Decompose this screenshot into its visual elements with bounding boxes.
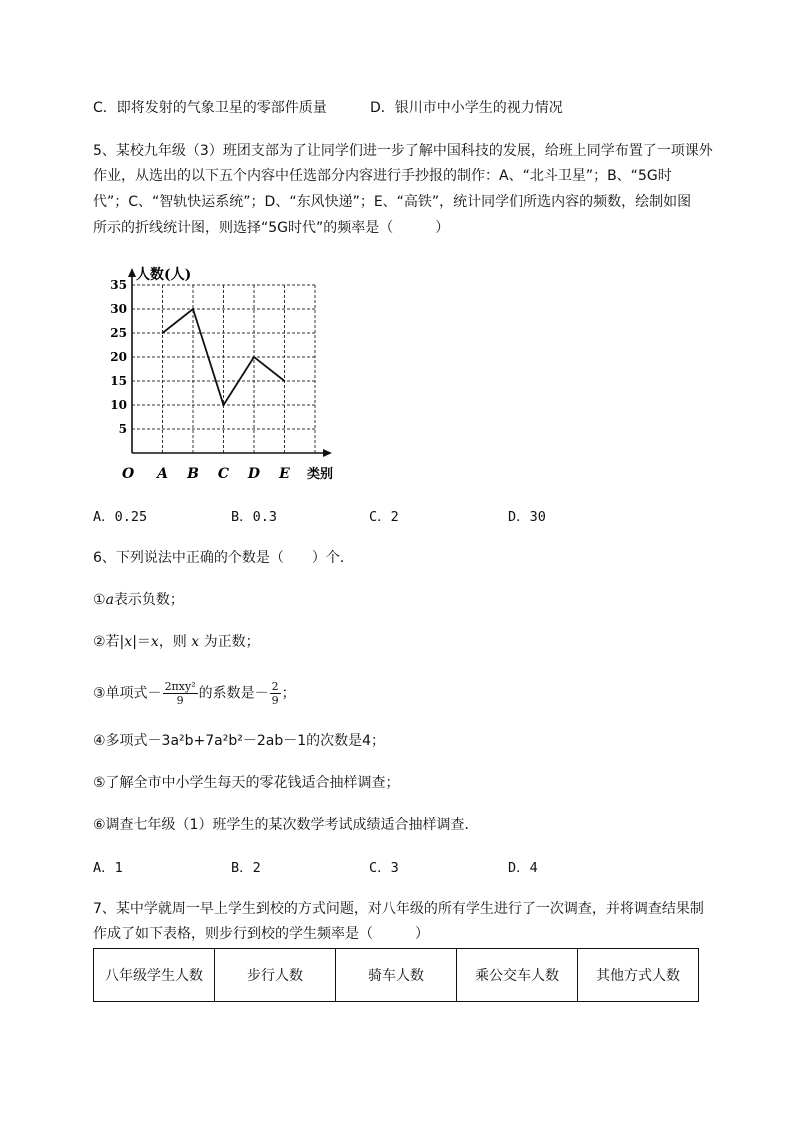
table-header-row [94,949,699,1002]
q6-s1-var: a [105,592,114,608]
q6-s2-mid2: ，则 [158,634,192,650]
q6-statement-1 [93,590,184,610]
q6-option-b: B．2 [231,860,261,876]
q6-s3-fraction2 [270,680,281,707]
survey-table [93,948,699,1002]
q6-s1-text: 表示负数； [113,592,184,608]
q6-s2-var3: x [191,634,200,650]
table-header-cell: 乘公交车人数 [457,949,578,1002]
q5-text-line3: 代”；C、“智轨快运系统”；D、“东风快递”；E、“高铁”，统计同学们所选内容的频数，绘制如图 [93,194,692,210]
y-tick-label: 25 [110,326,127,340]
table-header-cell: 骑车人数 [336,949,457,1002]
line-chart [110,265,350,480]
q6-statement-2 [93,632,260,652]
q5-option-d: D．30 [508,509,546,525]
x-axis-arrow [323,449,332,457]
x-tick-label: A [157,466,168,482]
y-axis-arrow [128,268,136,277]
q6-s1-num: ① [93,592,106,608]
q6-s3-numerator2: 2 [271,680,279,693]
q7-text-line1: 7、某中学就周一早上学生到校的方式问题，对八年级的所有学生进行了一次调查，并将调查结果制 [93,901,704,917]
q6-s2-pre: ②若| [93,634,125,650]
q6-s2-var2: x [150,634,159,650]
chart-grid [132,285,315,453]
q5-text-line1: 5、某校九年级（3）班团支部为了让同学们进一步了解中国科技的发展，给班上同学布置了一项课外 [93,143,713,159]
option-d-prev: D．银川市中小学生的视力情况 [370,100,563,116]
q5-option-b: B．0.3 [231,509,278,525]
q6-statement-6: ⑥调查七年级（1）班学生的某次数学考试成绩适合抽样调查． [93,817,479,833]
q6-s3-mid: 的系数是－ [198,685,269,702]
x-axis-label: 类别 [307,467,334,482]
q5-text-line4: 所示的折线统计图，则选择“5G时代”的频率是（ ） [93,220,450,236]
table-header-cell: 八年级学生人数 [94,949,215,1002]
q7-text-line2: 作成了如下表格，则步行到校的学生频率是（ ） [93,926,429,942]
data-point [192,308,194,310]
q6-statement-3 [93,680,296,707]
q6-s2-mid: |＝ [132,634,151,650]
q6-s2-var1: x [124,634,133,650]
y-tick-label: 20 [110,350,127,364]
y-tick-label: 30 [110,302,127,316]
q6-title: 6、下列说法中正确的个数是（ ）个． [93,550,354,566]
x-tick-label: C [217,466,230,482]
y-tick-label: 15 [110,374,127,388]
option-c-prev: C．即将发射的气象卫星的零部件质量 [93,100,327,116]
q6-s3-denominator2: 9 [271,694,279,707]
q6-option-c: C．3 [369,860,399,876]
y-tick-label: 35 [110,278,127,292]
table-header-cell: 其他方式人数 [578,949,699,1002]
table-header-cell: 步行人数 [215,949,336,1002]
data-point [253,356,255,358]
y-tick-label: 10 [110,398,127,412]
q6-s3-denominator: 9 [176,694,184,707]
x-tick-label: E [279,466,290,482]
q6-s3-post: ； [281,685,296,702]
q5-text-line2: 作业，从选出的以下五个内容中任选部分内容进行手抄报的制作：A、“北斗卫星”；B、“5G时 [93,168,672,184]
q5-option-c: C．2 [369,509,399,525]
origin-label: O [122,466,135,482]
q6-s2-post: 为正数； [199,634,260,650]
data-point [162,332,164,334]
y-tick-label: 5 [118,422,127,436]
x-tick-label: D [247,466,261,482]
y-axis-label: 人数(人) [136,267,192,283]
q6-s3-pre: ③单项式－ [93,685,162,702]
data-point [223,404,225,406]
x-tick-label: B [187,466,199,482]
q6-statement-4: ④多项式－3a²b+7a²b²－2ab－1的次数是4； [93,733,386,749]
q6-statement-5: ⑤了解全市中小学生每天的零花钱适合抽样调查； [93,775,400,791]
q6-s3-fraction [163,680,198,707]
q6-option-d: D．4 [508,860,538,876]
data-point [284,380,286,382]
q6-option-a: A．1 [93,860,123,876]
q6-s3-numerator: 2πxy² [164,680,196,693]
q5-option-a: A．0.25 [93,509,148,525]
